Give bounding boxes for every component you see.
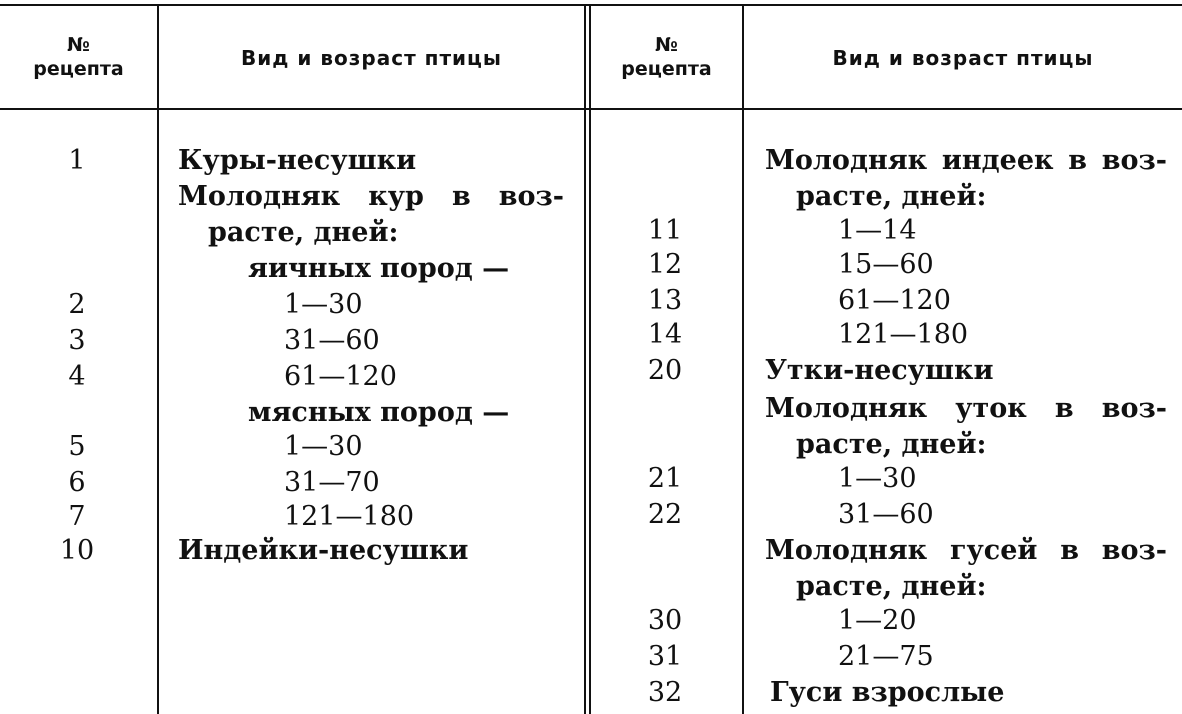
bird-type (765, 144, 1167, 178)
recipe-num: 22 (647, 499, 683, 530)
recipe-num: 3 (68, 325, 86, 356)
top-rule (0, 4, 1182, 6)
word: Молодняк (765, 393, 928, 424)
recipe-num: 21 (647, 463, 683, 494)
age-range: 121—180 (284, 501, 415, 532)
bird-type: Индейки-несушки (178, 535, 469, 566)
word: в (1068, 145, 1088, 176)
recipe-num: 4 (68, 361, 86, 392)
header-rule (0, 108, 1182, 110)
word: в (1060, 535, 1079, 566)
breed-caption: яичных пород — (248, 253, 510, 284)
bird-type (765, 534, 1167, 568)
bird-type: Гуси взрослые (770, 677, 1005, 708)
word: воз- (1101, 535, 1167, 566)
word: в (1054, 393, 1074, 424)
word: кур (368, 181, 424, 212)
age-range: 61—120 (284, 361, 397, 392)
age-range: 1—30 (284, 431, 363, 462)
word: Молодняк (765, 535, 928, 566)
age-caption: расте, дней: (796, 571, 987, 602)
age-range: 21—75 (838, 641, 934, 672)
age-range: 31—60 (838, 499, 934, 530)
recipe-num: 2 (68, 289, 86, 320)
word: в (451, 181, 471, 212)
recipe-num: 14 (647, 319, 683, 350)
recipe-num: 31 (647, 641, 683, 672)
recipe-num: 1 (68, 145, 86, 176)
word: воз- (498, 181, 564, 212)
bird-type: Куры-несушки (178, 145, 417, 176)
recipe-num: 20 (647, 355, 683, 386)
word: гусей (949, 535, 1038, 566)
age-range: 1—20 (838, 605, 917, 636)
word: уток (955, 393, 1027, 424)
recipe-num: 30 (647, 605, 683, 636)
col-divider-left (157, 4, 159, 714)
recipe-num: 10 (59, 535, 95, 566)
word: индеек (941, 145, 1054, 176)
age-range: 31—70 (284, 467, 380, 498)
recipe-num: 5 (68, 431, 86, 462)
word: воз- (1101, 145, 1167, 176)
bird-type (765, 392, 1167, 426)
age-range: 61—120 (838, 285, 951, 316)
word: воз- (1101, 393, 1167, 424)
col-divider-right (742, 4, 744, 714)
breed-caption: мясных пород — (248, 397, 510, 428)
word: Молодняк (765, 145, 928, 176)
age-range: 1—30 (838, 463, 917, 494)
recipe-num: 13 (647, 285, 683, 316)
header-title-left: Вид и возраст птицы (241, 46, 502, 70)
bird-type (178, 180, 564, 214)
bird-type: Утки-несушки (765, 355, 994, 386)
age-range: 121—180 (838, 319, 969, 350)
age-range: 15—60 (838, 249, 934, 280)
col-divider-double-a (584, 4, 586, 714)
age-caption: расте, дней: (208, 217, 399, 248)
header-num-right: № рецепта (621, 34, 712, 80)
header-num-left: № рецепта (33, 34, 124, 80)
col-divider-double-b (589, 4, 591, 714)
age-caption: расте, дней: (796, 181, 987, 212)
recipe-num: 7 (68, 501, 86, 532)
age-range: 1—30 (284, 289, 363, 320)
age-caption: расте, дней: (796, 429, 987, 460)
age-range: 31—60 (284, 325, 380, 356)
recipe-num: 11 (647, 215, 683, 246)
recipe-num: 12 (647, 249, 683, 280)
word: Молодняк (178, 181, 341, 212)
recipe-num: 6 (68, 467, 86, 498)
recipe-num: 32 (647, 677, 683, 708)
header-title-right: Вид и возраст птицы (832, 46, 1094, 70)
age-range: 1—14 (838, 215, 917, 246)
